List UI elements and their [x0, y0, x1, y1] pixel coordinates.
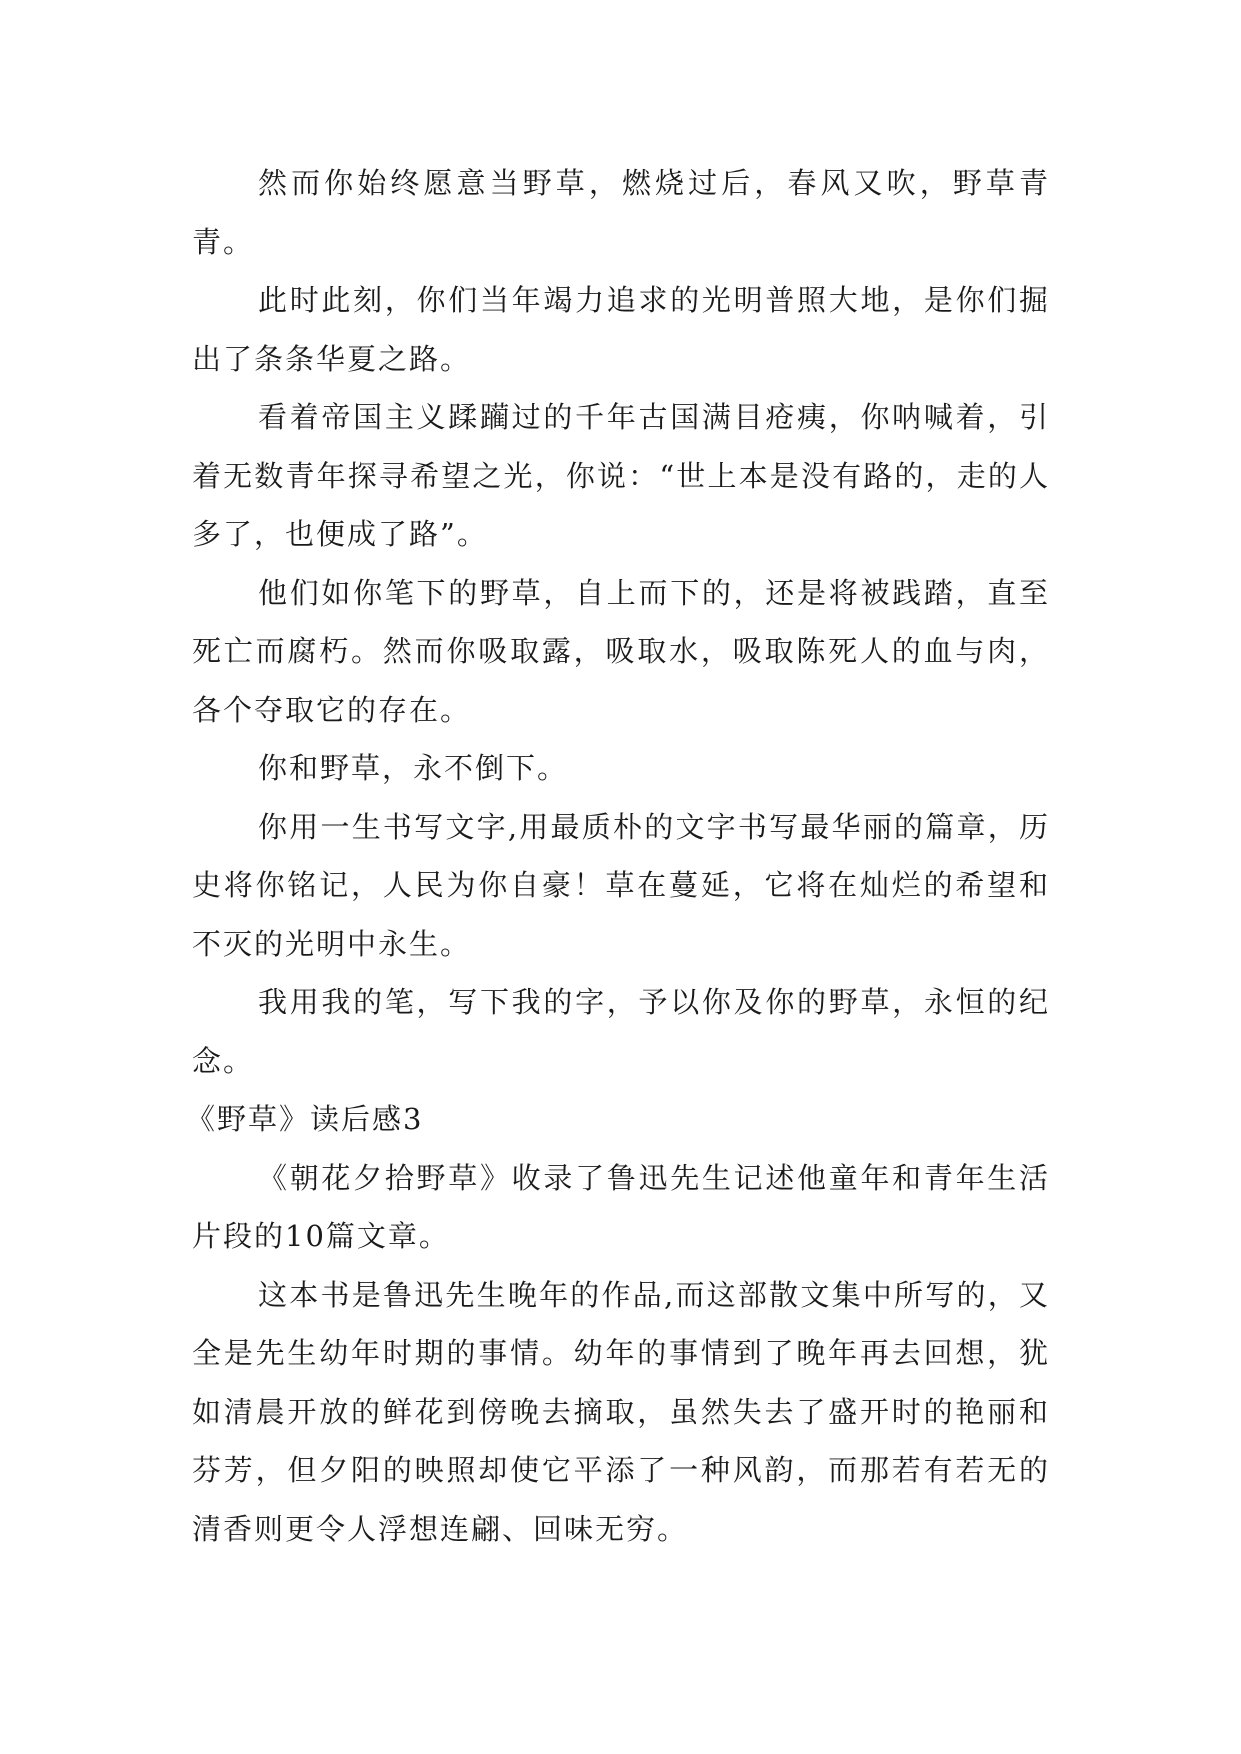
- paragraph: 此时此刻，你们当年竭力追求的光明普照大地，是你们掘出了条条华夏之路。: [192, 283, 1050, 376]
- section-heading: 《野草》读后感3: [186, 1102, 424, 1136]
- paragraph: 这本书是鲁迅先生晚年的作品,而这部散文集中所写的，又全是先生幼年时期的事情。幼年的事情到了晚年再去回想，犹如清晨开放的鲜花到傍晚去摘取，虽然失去了盛开时的艳丽和芬芳，但夕阳的映照却使它平添了一种风韵，而那若有若无的清香则更令人浮想连翩、回味无穷。: [192, 1277, 1050, 1546]
- paragraph: 他们如你笔下的野草，自上而下的，还是将被践踏，直至死亡而腐朽。然而你吸取露，吸取水，吸取陈死人的血与肉，各个夺取它的存在。: [192, 575, 1050, 727]
- paragraph: 《朝花夕拾野草》收录了鲁迅先生记述他童年和青年生活片段的10篇文章。: [192, 1160, 1050, 1253]
- paragraph: 看着帝国主义蹂躏过的千年古国满目疮痍，你呐喊着，引着无数青年探寻希望之光，你说：“世上本是没有路的，走的人多了，也便成了路”。: [192, 400, 1050, 551]
- document-body: [186, 154, 1050, 1558]
- paragraph: 然而你始终愿意当野草，燃烧过后，春风又吹，野草青青。: [192, 166, 1050, 259]
- paragraph: 我用我的笔，写下我的字，予以你及你的野草，永恒的纪念。: [192, 985, 1050, 1078]
- paragraph: 你用一生书写文字,用最质朴的文字书写最华丽的篇章，历史将你铭记，人民为你自豪！草在蔓延，它将在灿烂的希望和不灭的光明中永生。: [192, 809, 1050, 961]
- paragraph: 你和野草，永不倒下。: [258, 751, 569, 785]
